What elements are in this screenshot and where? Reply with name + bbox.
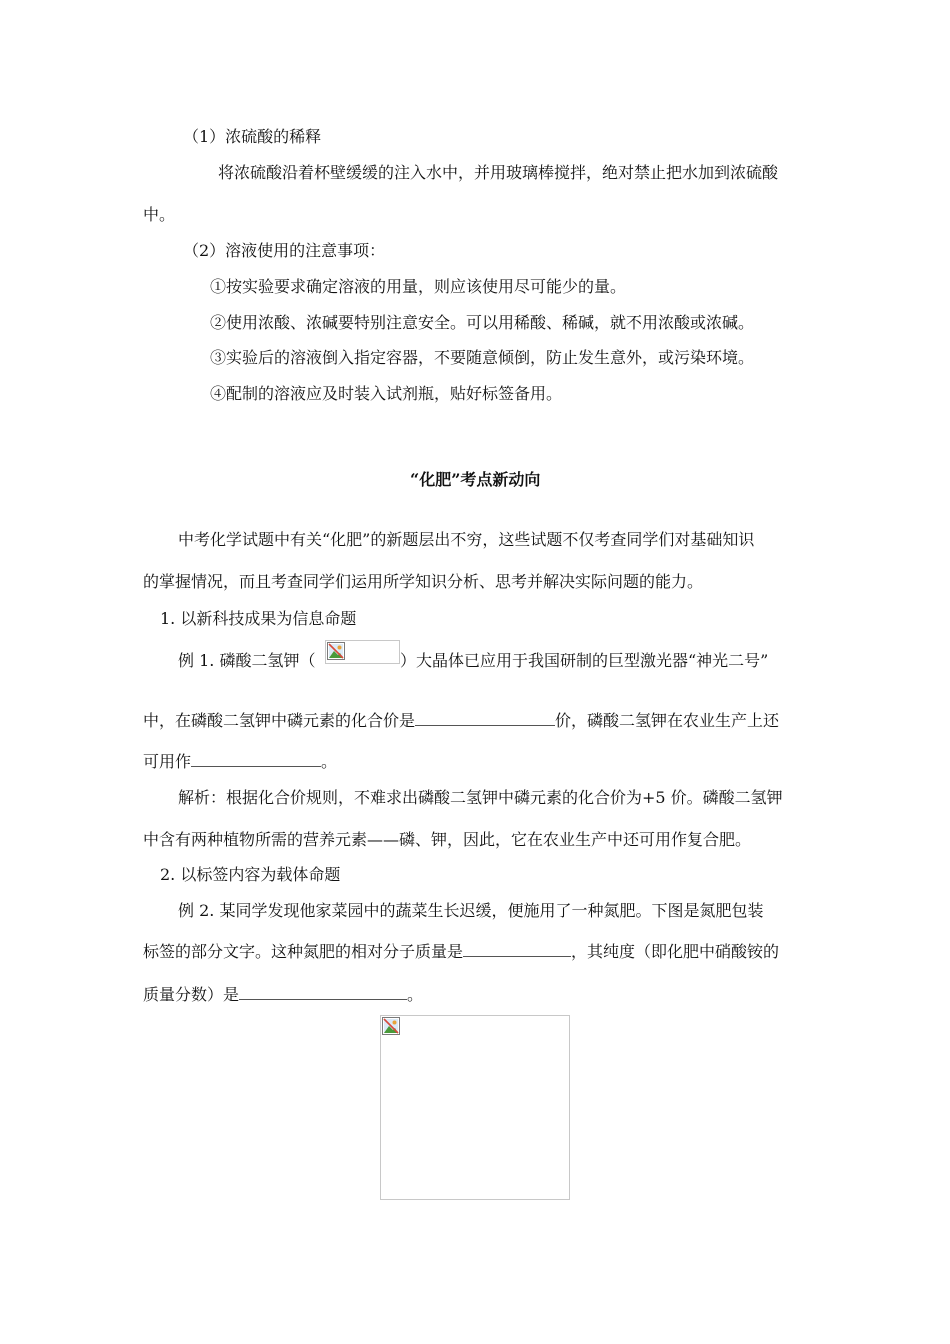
section1-heading: （1）浓硫酸的稀释 bbox=[183, 127, 322, 146]
example1-line2-text-b: 价，磷酸二氢钾在农业生产上还 bbox=[555, 711, 780, 730]
example2-line3 bbox=[143, 985, 423, 1005]
section2-item-1: ①按实验要求确定溶液的用量，则应该使用尽可能少的量。 bbox=[210, 277, 627, 296]
example1-line3-text-b: 。 bbox=[321, 752, 338, 771]
answer-blank-valence[interactable] bbox=[415, 711, 555, 726]
section2-item-3: ③实验后的溶液倒入指定容器，不要随意倾倒，防止发生意外，或污染环境。 bbox=[210, 348, 755, 367]
example1-line1b: ）大晶体已应用于我国研制的巨型激光器“神光二号” bbox=[400, 651, 769, 670]
analysis-line1: 解析：根据化合价规则，不难求出磷酸二氢钾中磷元素的化合价为+5 价。磷酸二氢钾 bbox=[178, 788, 783, 807]
example2-line2 bbox=[143, 942, 779, 962]
point2-heading: 2. 以标签内容为载体命题 bbox=[160, 865, 341, 884]
section2-item-2: ②使用浓酸、浓碱要特别注意安全。可以用稀酸、稀碱，就不用浓酸或浓碱。 bbox=[210, 313, 755, 332]
formula-image bbox=[325, 640, 400, 664]
section2-item-4: ④配制的溶液应及时装入试剂瓶，贴好标签备用。 bbox=[210, 384, 563, 403]
example1-line2-text-a: 中，在磷酸二氢钾中磷元素的化合价是 bbox=[143, 711, 416, 730]
example2-line3-text-b: 。 bbox=[407, 985, 424, 1004]
example1-line2 bbox=[143, 711, 779, 731]
broken-image-icon bbox=[382, 1017, 400, 1035]
article-title: “化肥”考点新动向 bbox=[410, 470, 541, 489]
broken-image-icon bbox=[327, 642, 345, 660]
example2-line3-text-a: 质量分数）是 bbox=[143, 985, 240, 1004]
point1-heading: 1. 以新科技成果为信息命题 bbox=[160, 609, 357, 628]
example2-line1: 例 2. 某同学发现他家菜园中的蔬菜生长迟缓，便施用了一种氮肥。下图是氮肥包装 bbox=[178, 901, 764, 920]
example2-line2-text-a: 标签的部分文字。这种氮肥的相对分子质量是 bbox=[143, 942, 464, 961]
answer-blank-use[interactable] bbox=[191, 752, 321, 767]
example2-line2-text-b: ，其纯度（即化肥中硝酸铵的 bbox=[571, 942, 780, 961]
fertilizer-label-image bbox=[380, 1015, 570, 1200]
section1-paragraph-line2: 中。 bbox=[143, 205, 176, 224]
example1-line1a: 例 1. 磷酸二氢钾（ bbox=[178, 651, 316, 670]
answer-blank-molecular-mass[interactable] bbox=[463, 942, 571, 957]
answer-blank-purity[interactable] bbox=[239, 985, 407, 1000]
analysis-line2: 中含有两种植物所需的营养元素——磷、钾，因此，它在农业生产中还可用作复合肥。 bbox=[143, 830, 752, 849]
section1-paragraph-line1: 将浓硫酸沿着杯壁缓缓的注入水中，并用玻璃棒搅拌，绝对禁止把水加到浓硫酸 bbox=[218, 163, 779, 182]
intro-line2: 的掌握情况，而且考查同学们运用所学知识分析、思考并解决实际问题的能力。 bbox=[143, 572, 704, 591]
example1-line3-text-a: 可用作 bbox=[143, 752, 192, 771]
intro-line1: 中考化学试题中有关“化肥”的新题层出不穷，这些试题不仅考查同学们对基础知识 bbox=[178, 530, 755, 549]
section2-heading: （2）溶液使用的注意事项： bbox=[183, 241, 386, 260]
example1-line3 bbox=[143, 752, 337, 772]
